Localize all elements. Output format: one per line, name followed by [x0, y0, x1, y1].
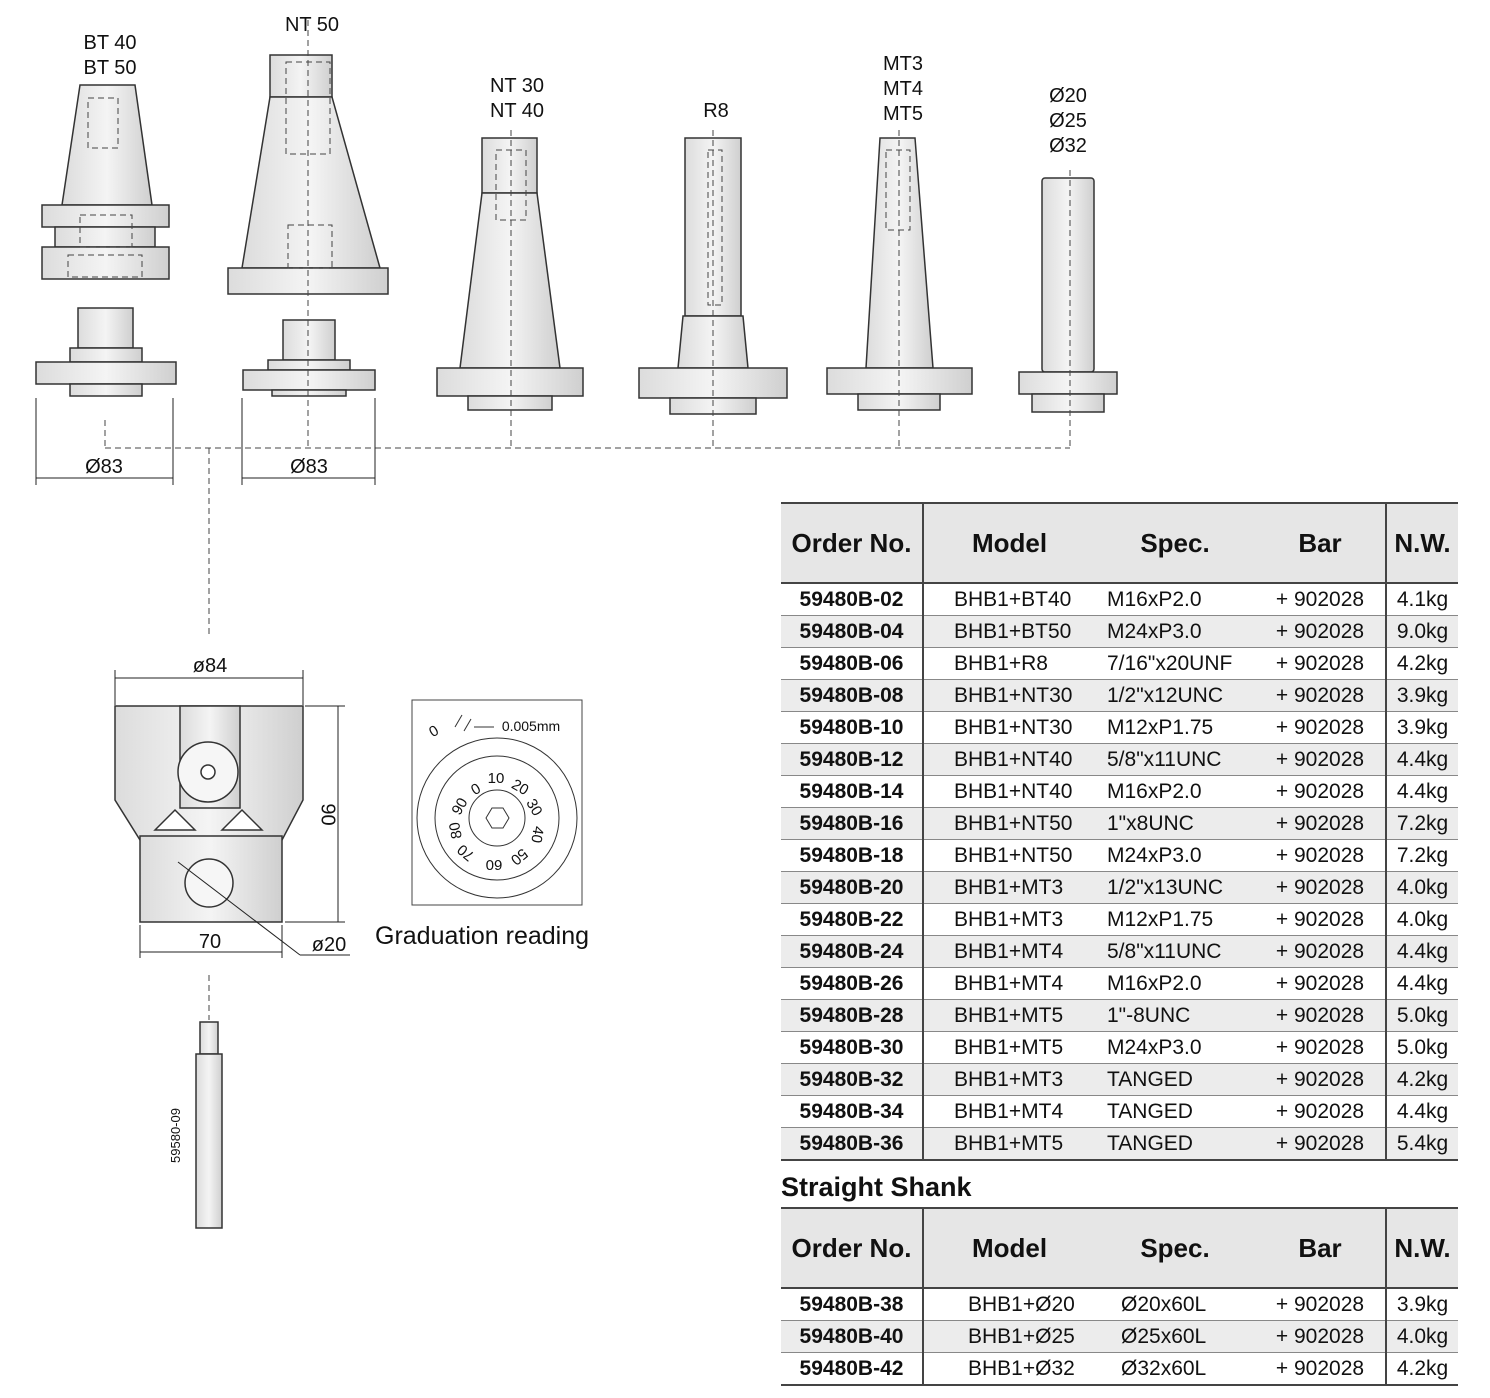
dim-90: 90: [316, 803, 339, 826]
order-no-cell: 59480B-42: [781, 1353, 923, 1386]
model-cell: BHB1+BT50: [923, 616, 1095, 648]
nw-cell: 7.2kg: [1386, 808, 1458, 840]
nt50-label: [272, 13, 352, 38]
spec-cell: M24xP3.0: [1095, 616, 1255, 648]
bar-cell: + 902028: [1255, 1353, 1386, 1386]
nw-cell: 5.0kg: [1386, 1032, 1458, 1064]
order-no-cell: 59480B-38: [781, 1288, 923, 1321]
table-row: [781, 1000, 1458, 1032]
model-cell: BHB1+NT50: [923, 840, 1095, 872]
model-cell: BHB1+Ø20: [923, 1288, 1095, 1321]
bar-cell: + 902028: [1255, 648, 1386, 680]
order-no-cell: 59480B-24: [781, 936, 923, 968]
bar-cell: + 902028: [1255, 1128, 1386, 1161]
order-table: [781, 502, 1458, 1161]
bar-cell: + 902028: [1255, 936, 1386, 968]
spec-cell: M16xP2.0: [1095, 968, 1255, 1000]
order-no-cell: 59480B-26: [781, 968, 923, 1000]
table-row: [781, 680, 1458, 712]
straight-shank-title: Straight Shank: [781, 1172, 972, 1202]
spec-cell: TANGED: [1095, 1128, 1255, 1161]
table-row: [781, 1064, 1458, 1096]
nt50-label-1: NT 50: [284, 14, 340, 36]
bar-cell: + 902028: [1255, 616, 1386, 648]
dial-number: 80: [446, 820, 466, 841]
bar-cell: + 902028: [1255, 1000, 1386, 1032]
bar-cell: + 902028: [1255, 680, 1386, 712]
table-row: [781, 744, 1458, 776]
nt3040-label-2: NT 40: [489, 100, 545, 122]
model-cell: BHB1+MT4: [923, 968, 1095, 1000]
spec-cell: M16xP2.0: [1095, 583, 1255, 616]
model-cell: BHB1+MT3: [923, 872, 1095, 904]
table-row: [781, 1032, 1458, 1064]
bar-cell: + 902028: [1255, 1064, 1386, 1096]
spec-cell: 5/8"x11UNC: [1095, 936, 1255, 968]
table-header-row: [781, 503, 1458, 583]
dial-zero: 0: [426, 722, 442, 741]
dial-number: 10: [487, 770, 505, 787]
model-cell: BHB1+MT3: [923, 904, 1095, 936]
model-cell: BHB1+NT50: [923, 808, 1095, 840]
nt3040-holder-shape: [437, 138, 583, 410]
table-row: [781, 1353, 1458, 1386]
straight-shank-shape: [1019, 178, 1117, 412]
spec-cell: M12xP1.75: [1095, 904, 1255, 936]
nw-cell: 4.4kg: [1386, 936, 1458, 968]
dim-83-a: Ø83: [85, 456, 123, 478]
dia-label-3: Ø32: [1049, 135, 1087, 157]
dia-label-2: Ø25: [1049, 110, 1087, 132]
nw-cell: 4.4kg: [1386, 968, 1458, 1000]
bt-holder-shape: [36, 85, 176, 396]
table-row: [781, 1096, 1458, 1128]
table-row: [781, 616, 1458, 648]
header-order-no: Order No.: [781, 503, 923, 583]
order-no-cell: 59480B-40: [781, 1321, 923, 1353]
nt3040-label-1: NT 30: [489, 75, 545, 97]
table-row: [781, 712, 1458, 744]
nw-cell: 3.9kg: [1386, 712, 1458, 744]
bt-label-1: BT 40: [83, 32, 137, 54]
nt3040-label: [477, 74, 557, 124]
nw-cell: 4.0kg: [1386, 904, 1458, 936]
bar-cell: + 902028: [1255, 1032, 1386, 1064]
table-row: [781, 1288, 1458, 1321]
order-no-cell: 59480B-10: [781, 712, 923, 744]
bar-cell: + 902028: [1255, 1096, 1386, 1128]
spec-cell: 5/8"x11UNC: [1095, 744, 1255, 776]
boring-bar-part-code: 59580-09: [167, 1108, 183, 1163]
model-cell: BHB1+Ø25: [923, 1321, 1095, 1353]
nw-cell: 4.4kg: [1386, 776, 1458, 808]
nw-cell: 3.9kg: [1386, 1288, 1458, 1321]
table-row: [781, 872, 1458, 904]
nw-cell: 4.2kg: [1386, 648, 1458, 680]
model-cell: BHB1+MT4: [923, 936, 1095, 968]
nw-cell: 4.2kg: [1386, 1064, 1458, 1096]
spec-cell: 1/2"x13UNC: [1095, 872, 1255, 904]
model-cell: BHB1+NT30: [923, 712, 1095, 744]
graduation-reading-label: Graduation reading: [375, 922, 590, 950]
order-no-cell: 59480B-28: [781, 1000, 923, 1032]
straight-shank-table: [781, 1207, 1458, 1386]
table-row: [781, 583, 1458, 616]
bar-cell: + 902028: [1255, 904, 1386, 936]
table-row: [781, 936, 1458, 968]
mt-label-1: MT3: [883, 53, 923, 75]
dim-84: ø84: [192, 655, 228, 677]
nw-cell: 3.9kg: [1386, 680, 1458, 712]
order-no-cell: 59480B-20: [781, 872, 923, 904]
header-spec: Spec.: [1095, 1208, 1255, 1288]
table-header-row: [781, 1208, 1458, 1288]
nw-cell: 5.4kg: [1386, 1128, 1458, 1161]
table-row: [781, 1321, 1458, 1353]
table-row: [781, 648, 1458, 680]
spec-cell: TANGED: [1095, 1064, 1255, 1096]
bar-cell: + 902028: [1255, 840, 1386, 872]
order-no-cell: 59480B-32: [781, 1064, 923, 1096]
spec-cell: M24xP3.0: [1095, 840, 1255, 872]
model-cell: BHB1+MT5: [923, 1000, 1095, 1032]
spec-cell: 1"-8UNC: [1095, 1000, 1255, 1032]
order-no-cell: 59480B-06: [781, 648, 923, 680]
table-row: [781, 968, 1458, 1000]
dial-number: 60: [485, 856, 503, 873]
model-cell: BHB1+MT5: [923, 1128, 1095, 1161]
nw-cell: 5.0kg: [1386, 1000, 1458, 1032]
dial-number: 90: [448, 795, 472, 818]
order-no-cell: 59480B-30: [781, 1032, 923, 1064]
model-cell: BHB1+Ø32: [923, 1353, 1095, 1386]
nw-cell: 4.0kg: [1386, 1321, 1458, 1353]
nw-cell: 9.0kg: [1386, 616, 1458, 648]
dial-number: 70: [454, 840, 478, 865]
dial-number: 20: [508, 775, 532, 800]
header-bar: Bar: [1255, 1208, 1386, 1288]
order-no-cell: 59480B-16: [781, 808, 923, 840]
bar-cell: + 902028: [1255, 1321, 1386, 1353]
header-model: Model: [923, 1208, 1095, 1288]
dial-number: 40: [527, 824, 547, 845]
order-no-cell: 59480B-02: [781, 583, 923, 616]
model-cell: BHB1+BT40: [923, 583, 1095, 616]
nw-cell: 4.2kg: [1386, 1353, 1458, 1386]
order-no-cell: 59480B-22: [781, 904, 923, 936]
dia-label-1: Ø20: [1049, 85, 1087, 107]
header-nw: N.W.: [1386, 1208, 1458, 1288]
bar-cell: + 902028: [1255, 872, 1386, 904]
mt-label: [873, 52, 933, 127]
order-no-cell: 59480B-14: [781, 776, 923, 808]
bar-cell: + 902028: [1255, 808, 1386, 840]
dim-83-b: Ø83: [290, 456, 328, 478]
dim-20: ø20: [311, 934, 347, 956]
model-cell: BHB1+NT30: [923, 680, 1095, 712]
nw-cell: 4.4kg: [1386, 1096, 1458, 1128]
bar-cell: + 902028: [1255, 968, 1386, 1000]
model-cell: BHB1+NT40: [923, 776, 1095, 808]
mt-label-2: MT4: [883, 78, 923, 100]
r8-label: [686, 99, 746, 124]
bar-cell: + 902028: [1255, 744, 1386, 776]
bar-cell: + 902028: [1255, 712, 1386, 744]
nw-cell: 4.0kg: [1386, 872, 1458, 904]
spec-cell: Ø20x60L: [1095, 1288, 1255, 1321]
spec-cell: TANGED: [1095, 1096, 1255, 1128]
spec-cell: 7/16"x20UNF: [1095, 648, 1255, 680]
order-no-cell: 59480B-04: [781, 616, 923, 648]
table-row: [781, 808, 1458, 840]
boring-head-shape: [115, 706, 303, 922]
model-cell: BHB1+MT3: [923, 1064, 1095, 1096]
spec-cell: Ø32x60L: [1095, 1353, 1255, 1386]
bt-label-2: BT 50: [83, 57, 137, 79]
spec-cell: Ø25x60L: [1095, 1321, 1255, 1353]
table-row: [781, 840, 1458, 872]
nw-cell: 4.4kg: [1386, 744, 1458, 776]
model-cell: BHB1+MT5: [923, 1032, 1095, 1064]
table-row: [781, 904, 1458, 936]
spec-cell: 1/2"x12UNC: [1095, 680, 1255, 712]
dial-number: 30: [522, 796, 546, 819]
order-no-cell: 59480B-36: [781, 1128, 923, 1161]
mt-label-3: MT5: [883, 103, 923, 125]
order-no-cell: 59480B-34: [781, 1096, 923, 1128]
header-spec: Spec.: [1095, 503, 1255, 583]
model-cell: BHB1+R8: [923, 648, 1095, 680]
spec-cell: 1"x8UNC: [1095, 808, 1255, 840]
table-row: [781, 776, 1458, 808]
dial-number: 0: [468, 780, 484, 799]
header-bar: Bar: [1255, 503, 1386, 583]
dial-resolution: 0.005mm: [501, 718, 561, 734]
order-no-cell: 59480B-08: [781, 680, 923, 712]
spec-cell: M24xP3.0: [1095, 1032, 1255, 1064]
header-model: Model: [923, 503, 1095, 583]
dia-label: [1036, 84, 1100, 159]
bar-cell: + 902028: [1255, 1288, 1386, 1321]
nw-cell: 7.2kg: [1386, 840, 1458, 872]
spec-cell: M16xP2.0: [1095, 776, 1255, 808]
model-cell: BHB1+NT40: [923, 744, 1095, 776]
spec-cell: M12xP1.75: [1095, 712, 1255, 744]
table-row: [781, 1128, 1458, 1161]
header-nw: N.W.: [1386, 503, 1458, 583]
boring-bar-shape: [196, 1022, 222, 1228]
bar-cell: + 902028: [1255, 776, 1386, 808]
dim-70: 70: [198, 931, 222, 953]
nw-cell: 4.1kg: [1386, 583, 1458, 616]
header-order-no: Order No.: [781, 1208, 923, 1288]
order-no-cell: 59480B-18: [781, 840, 923, 872]
bt-label: [70, 31, 150, 81]
order-no-cell: 59480B-12: [781, 744, 923, 776]
dial-number: 50: [507, 844, 531, 869]
bar-cell: + 902028: [1255, 583, 1386, 616]
r8-label-1: R8: [703, 100, 729, 122]
model-cell: BHB1+MT4: [923, 1096, 1095, 1128]
